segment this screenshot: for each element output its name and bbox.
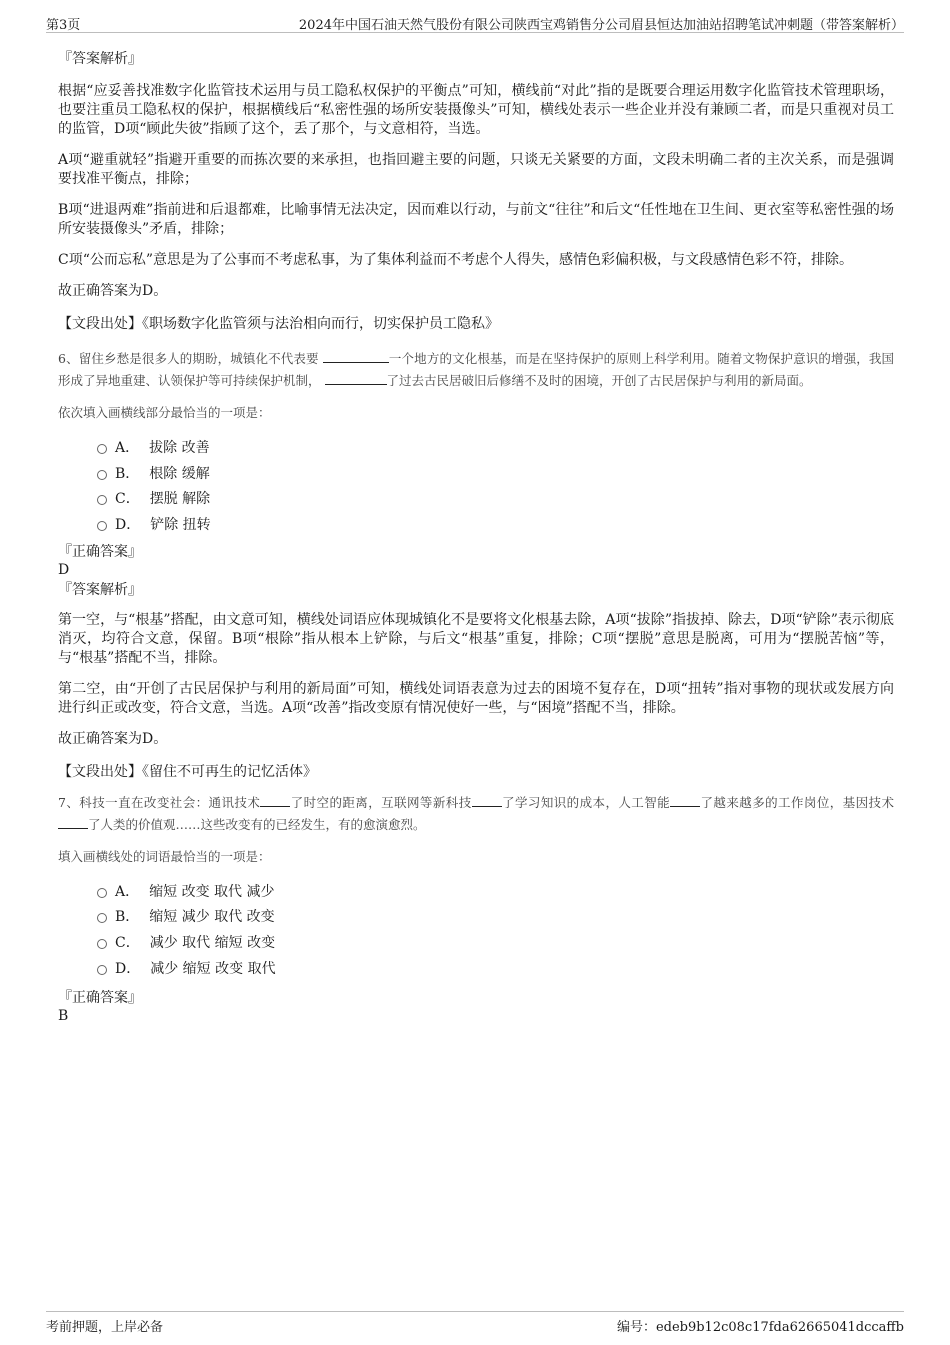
- radio-icon[interactable]: [97, 495, 107, 505]
- question-7-prompt: 填入画横线处的词语最恰当的一项是：: [58, 848, 271, 864]
- analysis-paragraph: 第二空，由“开创了古民居保护与利用的新局面”可知，横线处词语表意为过去的困境不复存在，D项“扭转”指对事物的现状或发展方向进行纠正或改变，符合文意，当选。A项“改善”指改变原有情况使好一些，与“困境”搭配不当，排除。: [58, 680, 894, 716]
- question-7-options: [58, 880, 894, 983]
- option-d[interactable]: D． 铲除 扭转: [58, 513, 894, 539]
- option-b[interactable]: B． 根除 缓解: [58, 462, 894, 488]
- final-answer-text: 故正确答案为D。: [58, 283, 168, 299]
- radio-icon[interactable]: [97, 939, 107, 949]
- radio-icon[interactable]: [97, 521, 107, 531]
- question-6-prompt: 依次填入画横线部分最恰当的一项是：: [58, 405, 271, 420]
- page-header: [46, 14, 904, 33]
- blank-line: [472, 792, 502, 807]
- source-citation: 【文段出处】《留住不可再生的记忆活体》: [58, 763, 317, 780]
- final-answer-text: 故正确答案为D。: [58, 730, 168, 747]
- option-b[interactable]: B． 缩短 减少 取代 改变: [58, 905, 894, 931]
- footer-slogan: 考前押题，上岸必备: [46, 1320, 164, 1335]
- blank-line: [58, 814, 88, 829]
- radio-icon[interactable]: [97, 470, 107, 480]
- radio-icon[interactable]: [97, 913, 107, 923]
- source-citation: 【文段出处】《职场数字化监管须与法治相向而行，切实保护员工隐私》: [58, 316, 499, 332]
- document-id: 编号：edeb9b12c08c17fda62665041dccaffb: [616, 1320, 904, 1335]
- blank-line: [323, 348, 389, 363]
- option-c[interactable]: C． 摆脱 解除: [58, 487, 894, 513]
- document-body: [58, 46, 894, 1025]
- question-7-text: 7、科技一直在改变社会：通讯技术 了时空的距离，互联网等新科技 了学习知识的成本，人工智能 了越来越多的工作岗位，基因技术了人类的价值观……这些改变有的已经发生，有的愈演愈烈。: [58, 792, 894, 836]
- analysis-label: 『答案解析』: [58, 581, 142, 598]
- option-d[interactable]: D． 减少 缩短 改变 取代: [58, 957, 894, 983]
- analysis-paragraph: B项“进退两难”指前进和后退都难，比喻事情无法决定，因而难以行动，与前文“往往”和后文“任性地在卫生间、更衣室等私密性强的场所安装摄像头”矛盾，排除；: [58, 202, 894, 237]
- analysis-paragraph: C项“公而忘私”意思是为了公事而不考虑私事，为了集体利益而不考虑个人得失，感情色彩偏积极，与文段感情色彩不符，排除。: [58, 252, 854, 268]
- blank-line: [325, 370, 387, 385]
- correct-answer-label: 『正确答案』: [58, 543, 142, 560]
- radio-icon[interactable]: [97, 444, 107, 454]
- correct-answer-value: B: [58, 1007, 69, 1024]
- analysis-label: 『答案解析』: [58, 51, 142, 67]
- analysis-paragraph: 第一空，与“根基”搭配，由文意可知，横线处词语应体现城镇化不是要将文化根基去除，A项“拔除”指拔掉、除去，D项“铲除”表示彻底消灭，均符合文意，保留。B项“根除”指从根本上铲除，与后文“根基”重复，排除；C项“摆脱”意思是脱离，可用为“摆脱苦恼”等，与“根基”搭配不当，排除。: [58, 611, 894, 666]
- question-6-text: 6、留住乡愁是很多人的期盼，城镇化不代表要 一个地方的文化根基，而是在坚持保护的原则上科学利用。随着文物保护意识的增强，我国形成了异地重建、认领保护等可持续保护机制， 了过去古民居破旧后修缮不及时的困境，开创了古民居保护与利用的新局面。: [58, 348, 894, 392]
- option-a[interactable]: A． 缩短 改变 取代 减少: [58, 880, 894, 906]
- blank-line: [260, 792, 290, 807]
- question-6-options: [58, 436, 894, 539]
- analysis-paragraph: 根据“应妥善找准数字化监管技术运用与员工隐私权保护的平衡点”可知，横线前“对此”指的是既要合理运用数字化监管技术管理职场，也要注重员工隐私权的保护，根据横线后“私密性强的场所安装摄像头”可知，横线处表示一些企业并没有兼顾二者，而是只重视对员工的监管，D项“顾此失彼”指顾了这个，丢了那个，与文意相符，当选。: [58, 83, 894, 137]
- page-footer: [46, 1311, 904, 1334]
- radio-icon[interactable]: [97, 888, 107, 898]
- correct-answer-label: 『正确答案』: [58, 989, 142, 1006]
- option-a[interactable]: A． 拔除 改善: [58, 436, 894, 462]
- blank-line: [670, 792, 700, 807]
- page-number: 第3页: [46, 18, 81, 33]
- analysis-paragraph: A项“避重就轻”指避开重要的而拣次要的来承担，也指回避主要的问题，只谈无关紧要的方面，文段未明确二者的主次关系，而是强调要找准平衡点，排除；: [58, 152, 894, 187]
- radio-icon[interactable]: [97, 965, 107, 975]
- option-c[interactable]: C． 减少 取代 缩短 改变: [58, 931, 894, 957]
- correct-answer-value: D: [58, 561, 70, 578]
- document-title: 2024年中国石油天然气股份有限公司陕西宝鸡销售分公司眉县恒达加油站招聘笔试冲刺题（带答案解析）: [298, 18, 904, 33]
